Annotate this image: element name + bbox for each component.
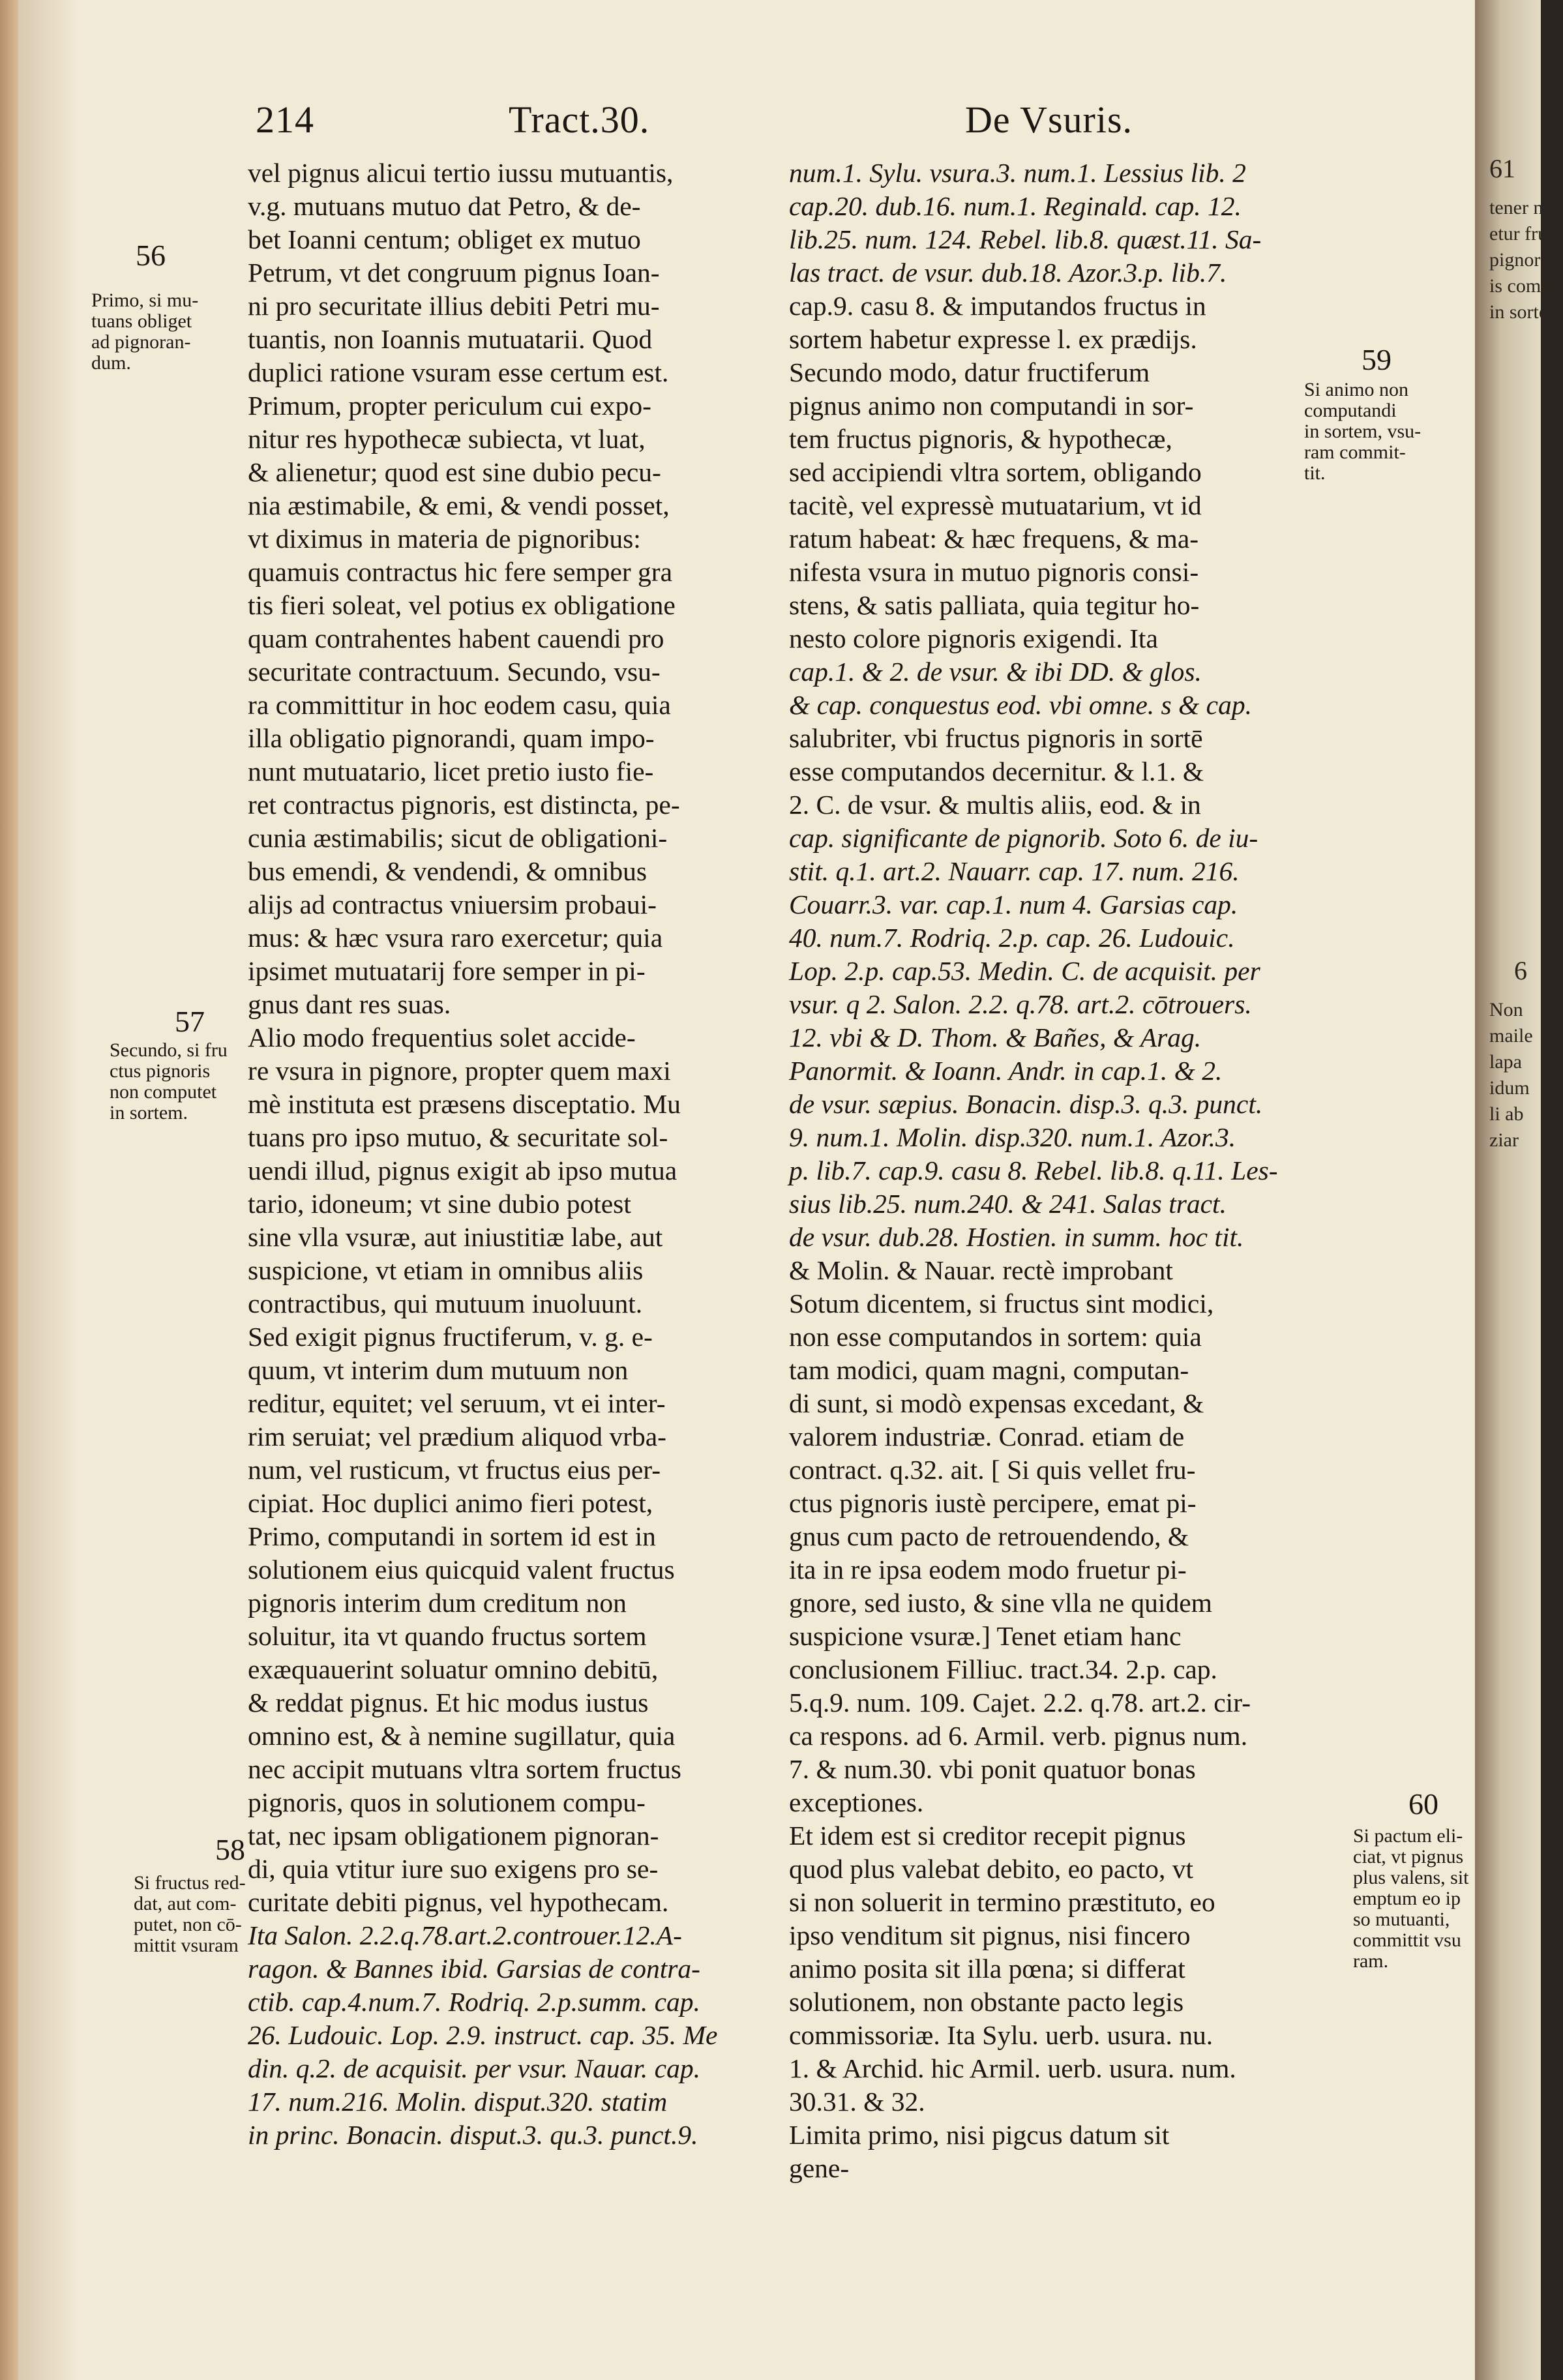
text-line: nec accipit mutuans vltra sortem fructus bbox=[248, 1754, 681, 1784]
text-line: ca respons. ad 6. Armil. verb. pignus num. bbox=[789, 1721, 1248, 1751]
text-line: tario, idoneum; vt sine dubio potest bbox=[248, 1189, 631, 1219]
text-line: & reddat pignus. Et hic modus iustus bbox=[248, 1688, 649, 1718]
text-line: cap.9. casu 8. & imputandos fructus in bbox=[789, 291, 1206, 321]
text-line: & cap. conquestus eod. vbi omne. s & cap. bbox=[789, 690, 1252, 720]
text-line: din. q.2. de acquisit. per vsur. Nauar. cap. bbox=[248, 2053, 700, 2083]
text-line: in princ. Bonacin. disput.3. qu.3. punct.9. bbox=[248, 2120, 698, 2150]
text-line: quam contrahentes habent cauendi pro bbox=[248, 623, 664, 653]
text-line: ratum habeat: & hæc frequens, & ma- bbox=[789, 524, 1199, 554]
text-line: cap.1. & 2. de vsur. & ibi DD. & glos. bbox=[789, 657, 1202, 687]
text-line: gnus cum pacto de retrouendendo, & bbox=[789, 1521, 1189, 1551]
text-line: stens, & satis palliata, quia tegitur ho- bbox=[789, 590, 1200, 620]
text-line: suspicione, vt etiam in omnibus aliis bbox=[248, 1255, 644, 1285]
text-line: Primum, propter periculum cui expo- bbox=[248, 391, 651, 421]
text-line: valorem industriæ. Conrad. etiam de bbox=[789, 1421, 1185, 1451]
text-line: & Molin. & Nauar. rectè improbant bbox=[789, 1255, 1173, 1285]
text-line: Sotum dicentem, si fructus sint modici, bbox=[789, 1288, 1214, 1318]
margin-note: Primo, si mu- tuans obliget ad pignoran- dum. bbox=[91, 290, 199, 374]
text-line: securitate contractuum. Secundo, vsu- bbox=[248, 657, 661, 687]
fragment-line: Non bbox=[1489, 999, 1523, 1020]
text-line: vsur. q 2. Salon. 2.2. q.78. art.2. cōtrouers. bbox=[789, 989, 1252, 1019]
left-text-column bbox=[248, 156, 769, 2152]
text-line: solutionem eius quicquid valent fructus bbox=[248, 1554, 675, 1584]
text-line: de vsur. dub.28. Hostien. in summ. hoc tit. bbox=[789, 1222, 1244, 1252]
section-title: De Vsuris. bbox=[965, 98, 1133, 141]
fragment-line: li ab bbox=[1489, 1103, 1524, 1125]
text-line: di sunt, si modò expensas excedant, & bbox=[789, 1388, 1204, 1418]
text-line: 9. num.1. Molin. disp.320. num.1. Azor.3. bbox=[789, 1122, 1236, 1152]
text-line: gene- bbox=[789, 2153, 850, 2183]
text-line: Alio modo frequentius solet accide- bbox=[248, 1022, 636, 1052]
text-line: nesto colore pignoris exigendi. Ita bbox=[789, 623, 1158, 653]
text-line: Ita Salon. 2.2.q.78.art.2.controuer.12.A- bbox=[248, 1920, 682, 1950]
text-line: tuantis, non Ioannis mutuatarii. Quod bbox=[248, 324, 653, 354]
text-line: tat, nec ipsam obligationem pignoran- bbox=[248, 1821, 659, 1851]
text-line: ita in re ipsa eodem modo fruetur pi- bbox=[789, 1554, 1187, 1584]
text-line: Sed exigit pignus fructiferum, v. g. e- bbox=[248, 1322, 653, 1352]
page-header bbox=[0, 98, 1475, 150]
text-line: tacitè, vel expressè mutuatarium, vt id bbox=[789, 490, 1202, 520]
margin-number: 59 bbox=[1362, 343, 1392, 376]
text-line: omnino est, & à nemine sugillatur, quia bbox=[248, 1721, 676, 1751]
text-line: Panormit. & Ioann. Andr. in cap.1. & 2. bbox=[789, 1056, 1223, 1086]
text-line: gnus dant res suas. bbox=[248, 989, 451, 1019]
text-line: mè instituta est præsens disceptatio. Mu bbox=[248, 1089, 681, 1119]
text-line: ret contractus pignoris, est distincta, pe- bbox=[248, 790, 680, 820]
text-line: suspicione vsuræ.] Tenet etiam hanc bbox=[789, 1621, 1182, 1651]
text-line: cunia æstimabilis; sicut de obligationi- bbox=[248, 823, 668, 853]
fragment-line: 6 bbox=[1514, 956, 1527, 985]
text-line: cap. significante de pignorib. Soto 6. de iu- bbox=[789, 823, 1258, 853]
text-line: soluitur, ita vt quando fructus sortem bbox=[248, 1621, 647, 1651]
margin-note: Secundo, si fru ctus pignoris non computet in sortem. bbox=[110, 1039, 228, 1123]
text-line: sed accipiendi vltra sortem, obligando bbox=[789, 457, 1202, 487]
margin-number: 60 bbox=[1408, 1787, 1438, 1821]
text-line: pignoris interim dum creditum non bbox=[248, 1588, 627, 1618]
text-line: cap.20. dub.16. num.1. Reginald. cap. 12. bbox=[789, 191, 1242, 221]
text-line: ipsimet mutuatarij fore semper in pi- bbox=[248, 956, 646, 986]
text-line: Lop. 2.p. cap.53. Medin. C. de acquisit. per bbox=[789, 956, 1260, 986]
text-line: non esse computandos in sortem: quia bbox=[789, 1322, 1202, 1352]
text-line: 12. vbi & D. Thom. & Bañes, & Arag. bbox=[789, 1022, 1202, 1052]
text-line: 17. num.216. Molin. disput.320. statim bbox=[248, 2087, 668, 2117]
text-line: di, quia vtitur iure suo exigens pro se- bbox=[248, 1854, 659, 1884]
text-line: nifesta vsura in mutuo pignoris consi- bbox=[789, 557, 1199, 587]
text-line: rim seruiat; vel prædium aliquod vrba- bbox=[248, 1421, 666, 1451]
text-line: 40. num.7. Rodriq. 2.p. cap. 26. Ludouic. bbox=[789, 923, 1235, 953]
text-line: nunt mutuatario, licet pretio iusto fie- bbox=[248, 756, 654, 786]
text-line: quamuis contractus hic fere semper gra bbox=[248, 557, 673, 587]
text-line: exceptiones. bbox=[789, 1787, 924, 1817]
text-line: quod plus valebat debito, eo pacto, vt bbox=[789, 1854, 1194, 1884]
text-line: mus: & hæc vsura raro exercetur; quia bbox=[248, 923, 663, 953]
fragment-line: etur fru bbox=[1489, 223, 1548, 245]
text-line: ctib. cap.4.num.7. Rodriq. 2.p.summ. cap. bbox=[248, 1987, 700, 2017]
text-line: duplici ratione vsuram esse certum est. bbox=[248, 357, 669, 387]
text-line: cipiat. Hoc duplici animo fieri potest, bbox=[248, 1488, 653, 1518]
text-line: Petrum, vt det congruum pignus Ioan- bbox=[248, 258, 660, 288]
text-line: 5.q.9. num. 109. Cajet. 2.2. q.78. art.2. cir- bbox=[789, 1688, 1251, 1718]
page-number: 214 bbox=[256, 98, 314, 141]
text-line: v.g. mutuans mutuo dat Petro, & de- bbox=[248, 191, 641, 221]
margin-number: 56 bbox=[136, 239, 166, 272]
text-line: 26. Ludouic. Lop. 2.9. instruct. cap. 35. Me bbox=[248, 2020, 718, 2050]
text-line: curitate debiti pignus, vel hypothecam. bbox=[248, 1887, 669, 1917]
text-line: tam modici, quam magni, computan- bbox=[789, 1355, 1189, 1385]
text-line: Secundo modo, datur fructiferum bbox=[789, 357, 1150, 387]
margin-number: 57 bbox=[175, 1005, 205, 1038]
margin-note: Si pactum eli- ciat, vt pignus plus valens, sit emptum eo ip so mutuanti, committit vsu ram. bbox=[1353, 1825, 1469, 1972]
text-line: pignoris, quos in solutionem compu- bbox=[248, 1787, 646, 1817]
text-line: nitur res hypothecæ subiecta, vt luat, bbox=[248, 424, 646, 454]
text-line: nia æstimabile, & emi, & vendi posset, bbox=[248, 490, 670, 520]
text-line: commissoriæ. Ita Sylu. uerb. usura. nu. bbox=[789, 2020, 1213, 2050]
page-edge bbox=[0, 0, 18, 2380]
fragment-line: in sortem bbox=[1489, 301, 1563, 323]
text-line: sius lib.25. num.240. & 241. Salas tract. bbox=[789, 1189, 1227, 1219]
adjacent-page-number: 61 bbox=[1489, 154, 1515, 183]
text-line: esse computandos decernitur. & l.1. & bbox=[789, 756, 1204, 786]
text-line: tuans pro ipso mutuo, & securitate sol- bbox=[248, 1122, 668, 1152]
text-line: gnore, sed iusto, & sine vlla ne quidem bbox=[789, 1588, 1212, 1618]
text-line: ra committitur in hoc eodem casu, quia bbox=[248, 690, 671, 720]
text-line: stit. q.1. art.2. Nauarr. cap. 17. num. 216. bbox=[789, 856, 1240, 886]
text-line: pignus animo non computandi in sor- bbox=[789, 391, 1194, 421]
margin-note: Si fructus red- dat, aut com- putet, non cō- mittit vsuram bbox=[134, 1872, 246, 1956]
text-line: conclusionem Filliuc. tract.34. 2.p. cap. bbox=[789, 1654, 1217, 1684]
text-line: 1. & Archid. hic Armil. uerb. usura. num. bbox=[789, 2053, 1236, 2083]
text-line: num, vel rusticum, vt fructus eius per- bbox=[248, 1455, 661, 1485]
margin-note: Si animo non computandi in sortem, vsu- ram commit- tit. bbox=[1304, 379, 1422, 484]
right-text-column bbox=[789, 156, 1298, 2185]
text-line: Couarr.3. var. cap.1. num 4. Garsias cap. bbox=[789, 889, 1238, 919]
text-line: de vsur. sæpius. Bonacin. disp.3. q.3. punct. bbox=[789, 1089, 1263, 1119]
text-line: Et idem est si creditor recepit pignus bbox=[789, 1821, 1186, 1851]
text-line: contractibus, qui mutuum inuoluunt. bbox=[248, 1288, 643, 1318]
text-line: lib.25. num. 124. Rebel. lib.8. quæst.11. Sa- bbox=[789, 224, 1262, 254]
text-line: ni pro securitate illius debiti Petri mu- bbox=[248, 291, 660, 321]
fragment-line: tener no bbox=[1489, 197, 1553, 218]
text-line: vt diximus in materia de pignoribus: bbox=[248, 524, 641, 554]
fragment-line: maile bbox=[1489, 1025, 1533, 1047]
text-line: ipso venditum sit pignus, nisi fincero bbox=[789, 1920, 1191, 1950]
fragment-line: pignoris bbox=[1489, 249, 1554, 271]
text-line: re vsura in pignore, propter quem maxi bbox=[248, 1056, 671, 1086]
text-line: sortem habetur expresse l. ex prædijs. bbox=[789, 324, 1197, 354]
adjacent-page-fragment bbox=[1475, 0, 1563, 2380]
text-line: ctus pignoris iustè percipere, emat pi- bbox=[789, 1488, 1197, 1518]
text-line: vel pignus alicui tertio iussu mutuantis, bbox=[248, 158, 674, 188]
text-line: p. lib.7. cap.9. casu 8. Rebel. lib.8. q.11. Les- bbox=[789, 1155, 1278, 1185]
text-line: tis fieri soleat, vel potius ex obligatione bbox=[248, 590, 676, 620]
text-line: quum, vt interim dum mutuum non bbox=[248, 1355, 629, 1385]
margin-number: 58 bbox=[215, 1833, 245, 1866]
text-line: salubriter, vbi fructus pignoris in sortē bbox=[789, 723, 1203, 753]
text-line: num.1. Sylu. vsura.3. num.1. Lessius lib. 2 bbox=[789, 158, 1246, 188]
text-line: 30.31. & 32. bbox=[789, 2087, 925, 2117]
fragment-line: is compu bbox=[1489, 275, 1561, 297]
running-title: Tract.30. bbox=[509, 98, 650, 141]
text-line: ragon. & Bannes ibid. Garsias de contra- bbox=[248, 1954, 700, 1984]
text-line: alijs ad contractus vniuersim probaui- bbox=[248, 889, 657, 919]
text-line: solutionem, non obstante pacto legis bbox=[789, 1987, 1184, 2017]
text-line: sine vlla vsuræ, aut iniustitiæ labe, aut bbox=[248, 1222, 663, 1252]
text-line: reditur, equitet; vel seruum, vt ei inter- bbox=[248, 1388, 666, 1418]
fragment-line: ziar bbox=[1489, 1129, 1519, 1151]
text-line: tem fructus pignoris, & hypothecæ, bbox=[789, 424, 1172, 454]
text-line: contract. q.32. ait. [ Si quis vellet fru- bbox=[789, 1455, 1196, 1485]
text-line: si non soluerit in termino præstituto, eo bbox=[789, 1887, 1215, 1917]
text-line: Limita primo, nisi pigcus datum sit bbox=[789, 2120, 1170, 2150]
text-line: las tract. de vsur. dub.18. Azor.3.p. lib.7. bbox=[789, 258, 1227, 288]
text-line: bet Ioanni centum; obliget ex mutuo bbox=[248, 224, 641, 254]
text-line: illa obligatio pignorandi, quam impo- bbox=[248, 723, 655, 753]
fragment-line: idum bbox=[1489, 1077, 1530, 1099]
text-line: 7. & num.30. vbi ponit quatuor bonas bbox=[789, 1754, 1196, 1784]
text-line: bus emendi, & vendendi, & omnibus bbox=[248, 856, 648, 886]
text-line: 2. C. de vsur. & multis aliis, eod. & in bbox=[789, 790, 1201, 820]
text-line: uendi illud, pignus exigit ab ipso mutua bbox=[248, 1155, 677, 1185]
text-line: Primo, computandi in sortem id est in bbox=[248, 1521, 656, 1551]
text-line: & alienetur; quod est sine dubio pecu- bbox=[248, 457, 661, 487]
fragment-line: lapa bbox=[1489, 1051, 1522, 1073]
text-line: animo posita sit illa pœna; si differat bbox=[789, 1954, 1185, 1984]
text-line: exæquauerint soluatur omnino debitū, bbox=[248, 1654, 659, 1684]
